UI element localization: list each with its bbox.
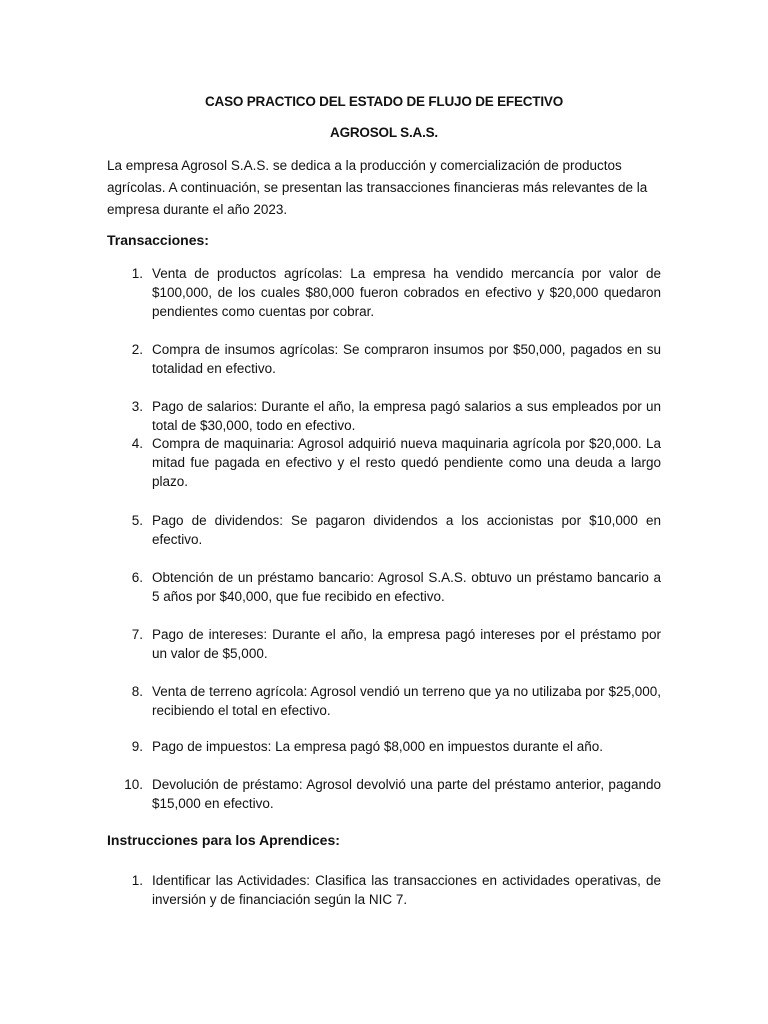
list-item-text: Pago de salarios: Durante el año, la empresa pagó salarios a sus empleados por un total de $30,000, todo en efectivo. bbox=[152, 399, 661, 433]
instructions-heading: Instrucciones para los Aprendices: bbox=[107, 832, 340, 848]
list-item-text: Venta de terreno agrícola: Agrosol vendió un terreno que ya no utilizaba por $25,000, recibiendo el total en efectivo. bbox=[152, 684, 661, 718]
intro-paragraph: La empresa Agrosol S.A.S. se dedica a la producción y comercialización de productos agrícolas. A continuación, se presentan las transacciones financieras más relevantes de la empresa durante el año 2023. bbox=[107, 158, 648, 217]
list-item-text: Pago de intereses: Durante el año, la empresa pagó intereses por el préstamo por un valor de $5,000. bbox=[152, 627, 661, 661]
list-item-number: 4. bbox=[131, 436, 143, 451]
list-item-text: Devolución de préstamo: Agrosol devolvió una parte del préstamo anterior, pagando $15,000 en efectivo. bbox=[152, 777, 661, 811]
list-item-number: 1. bbox=[131, 266, 143, 281]
document-title: CASO PRACTICO DEL ESTADO DE FLUJO DE EFECTIVO bbox=[204, 94, 564, 109]
list-item-number: 6. bbox=[131, 570, 143, 585]
list-item-text: Compra de maquinaria: Agrosol adquirió nueva maquinaria agrícola por $20,000. La mitad fue pagada en efectivo y el resto quedó pendiente como una deuda a largo plazo. bbox=[152, 436, 661, 489]
list-item-text: Pago de impuestos: La empresa pagó $8,000 en impuestos durante el año. bbox=[152, 739, 604, 754]
transactions-heading: Transacciones: bbox=[107, 232, 209, 248]
list-item-text: Obtención de un préstamo bancario: Agrosol S.A.S. obtuvo un préstamo bancario a 5 años por $40,000, que fue recibido en efectivo. bbox=[152, 570, 661, 604]
list-item-text: Venta de productos agrícolas: La empresa ha vendido mercancía por valor de $100,000, de los cuales $80,000 fueron cobrados en efectivo y $20,000 quedaron pendientes como cuentas por cobrar. bbox=[152, 266, 661, 319]
list-item-text: Pago de dividendos: Se pagaron dividendos a los accionistas por $10,000 en efectivo. bbox=[152, 513, 661, 547]
list-item-number: 5. bbox=[131, 513, 143, 528]
company-name: AGROSOL S.A.S. bbox=[330, 125, 438, 140]
list-item-number: 2. bbox=[131, 342, 143, 357]
list-item-text: Identificar las Actividades: Clasifica las transacciones en actividades operativas, de inversión y de financiación según la NIC 7. bbox=[152, 873, 661, 907]
list-item-number: 9. bbox=[131, 739, 143, 754]
list-item-number: 7. bbox=[131, 627, 143, 642]
list-item-number: 1. bbox=[131, 873, 143, 888]
list-item-number: 3. bbox=[131, 399, 143, 414]
list-item-number: 10. bbox=[124, 777, 143, 792]
list-item-number: 8. bbox=[131, 684, 143, 699]
list-item-text: Compra de insumos agrícolas: Se compraron insumos por $50,000, pagados en su totalidad en efectivo. bbox=[152, 342, 661, 376]
